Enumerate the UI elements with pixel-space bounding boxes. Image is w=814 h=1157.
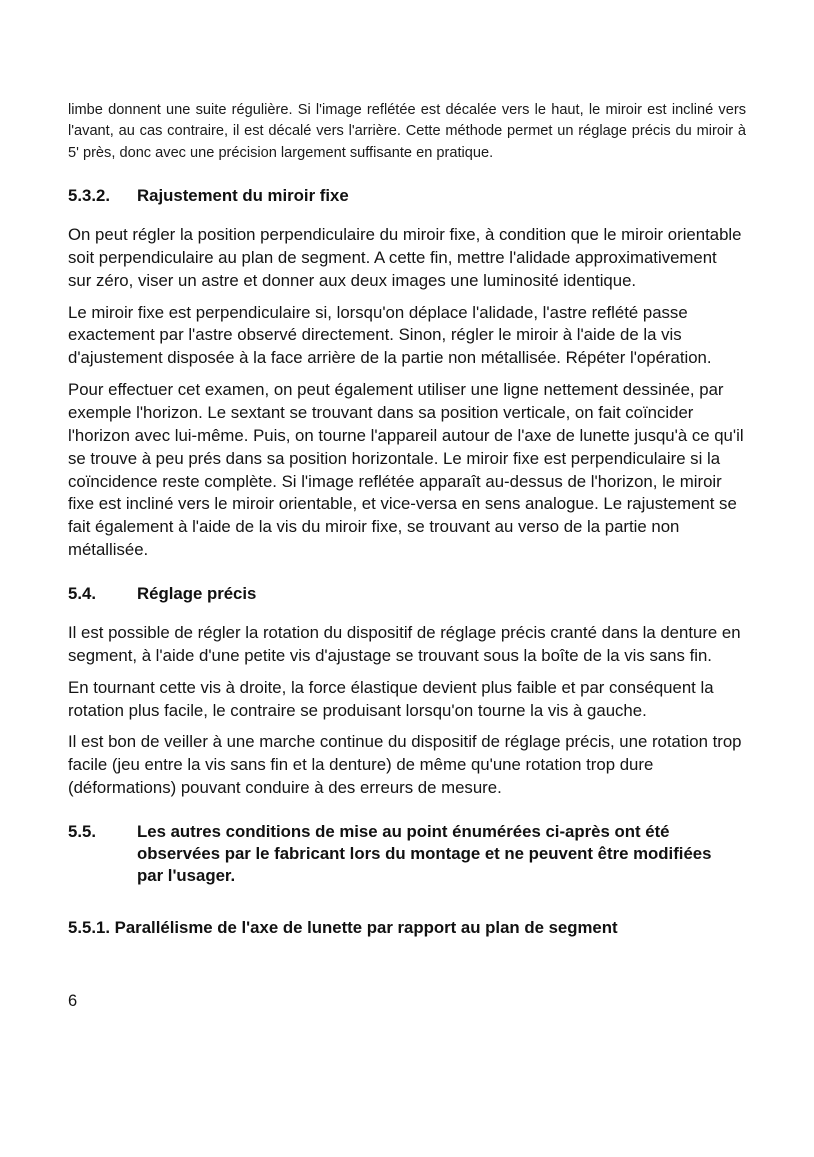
paragraph-6: Il est bon de veiller à une marche continue du dispositif de réglage précis, une rotation trop facile (jeu entre la vis sans fin et la denture) de même qu'une rotation trop dure (déformations) pouvant conduire à des erreurs de mesure.	[68, 732, 742, 798]
paragraph-intro: limbe donnent une suite régulière. Si l'image reflétée est décalée vers le haut, le miroir est incliné vers l'avant, au cas contraire, il est décalé vers l'arrière. Cette méthode permet un réglage précis du miroir à 5' près, donc avec une précision largement suffisante en pratique.	[68, 102, 746, 161]
page-number: 6	[68, 991, 78, 1010]
heading-5-4-number: 5.4.	[68, 583, 96, 603]
heading-5-5-number: 5.5.	[68, 821, 96, 841]
heading-5-3-2-title: Rajustement du miroir fixe	[137, 185, 349, 205]
heading-5-4-title: Réglage précis	[137, 583, 257, 603]
heading-5-5-1	[68, 917, 744, 939]
paragraph-3: Pour effectuer cet examen, on peut également utiliser une ligne nettement dessinée, par exemple l'horizon. Le sextant se trouvant dans sa position verticale, on fait coïncider l'horizon avec lui-même. Puis, on tourne l'appareil autour de l'axe de lunette jusqu'à ce qu'il se trouve à peu prés dans sa position horizontale. Le miroir fixe est perpendiculaire si la coïncidence reste complète. Si l'image reflétée apparaît au-dessus de l'horizon, le miroir fixe est incliné vers le miroir orientable, et vice-versa en sens analogue. Le rajustement se fait également à l'aide de la vis du miroir fixe, se trouvant au verso de la partie non métallisée.	[68, 380, 744, 560]
heading-5-3-2-number: 5.3.2.	[68, 185, 110, 205]
heading-5-5	[68, 821, 746, 888]
heading-5-3-2	[68, 185, 746, 207]
heading-5-4	[68, 583, 746, 605]
heading-5-5-title: Les autres conditions de mise au point énumérées ci-après ont été observées par le fabricant lors du montage et ne peuvent être modifiées par l'usager.	[137, 821, 712, 886]
paragraph-4: Il est possible de régler la rotation du dispositif de réglage précis cranté dans la denture en segment, à l'aide d'une petite vis d'ajustage se trouvant sous la boîte de la vis sans fin.	[68, 623, 741, 665]
paragraph-2: Le miroir fixe est perpendiculaire si, lorsqu'on déplace l'alidade, l'astre reflété passe exactement par l'astre observé directement. Sinon, régler le miroir à l'aide de la vis d'ajustement disposée à la face arrière de la partie non métallisée. Répéter l'opération.	[68, 302, 712, 368]
paragraph-5: En tournant cette vis à droite, la force élastique devient plus faible et par conséquent la rotation plus facile, le contraire se produisant lorsqu'on tourne la vis à gauche.	[68, 677, 714, 720]
heading-5-5-1-title: 5.5.1. Parallélisme de l'axe de lunette par rapport au plan de segment	[68, 918, 618, 938]
paragraph-1: On peut régler la position perpendiculaire du miroir fixe, à condition que le miroir orientable soit perpendiculaire au plan de segment. A cette fin, mettre l'alidade approximativement sur zéro, viser un astre et donner aux deux images une luminosité identique.	[68, 225, 742, 290]
